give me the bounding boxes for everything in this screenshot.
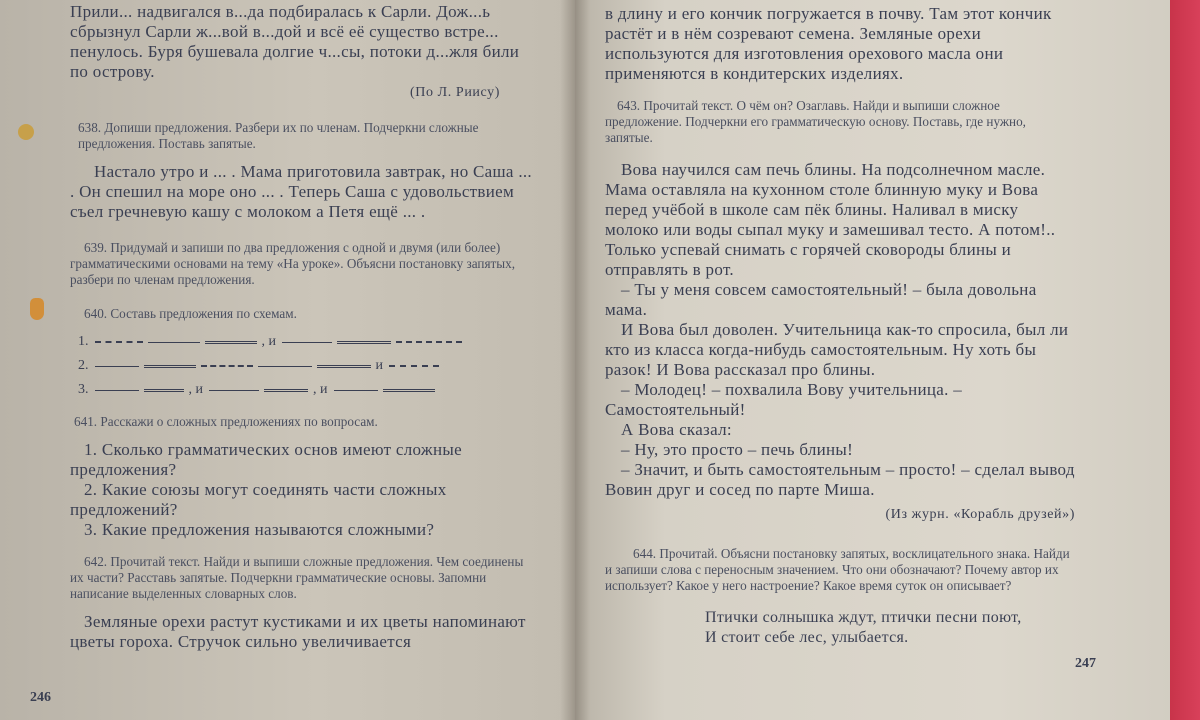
scheme-label: 3.	[78, 382, 89, 397]
ex640-title: 640. Составь предложения по схемам.	[84, 306, 297, 321]
scheme-conjunction: , и	[188, 382, 203, 397]
page-number-right: 247	[1075, 656, 1096, 671]
text-paragraph: – Значит, и быть самостоятельным – просто! – сделал вывод Вовин друг и сосед по парте Миша.	[605, 460, 1075, 499]
scheme-2	[78, 354, 540, 378]
question-item: 3. Какие предложения называются сложными?	[84, 520, 435, 539]
scheme-conjunction: , и	[261, 334, 276, 349]
scheme-label: 1.	[78, 334, 89, 349]
exercise-640	[70, 306, 540, 402]
scheme-conjunction: , и	[313, 382, 328, 397]
book-cover-edge	[1170, 0, 1200, 720]
ex638-text: Настало утро и ... . Мама приготовила завтрак, но Саша ... . Он спешил на море оно ... . Теперь Саша с удовольствием съел гречневую кашу с молоком а Петя ещё ... .	[70, 162, 532, 221]
right-page	[575, 0, 1175, 720]
text-paragraph: – Молодец! – похвалила Вову учительница. – Самостоятельный!	[605, 380, 963, 419]
text-paragraph: А Вова сказал:	[621, 420, 732, 439]
scheme-1	[78, 330, 540, 354]
scheme-conjunction: и	[375, 358, 383, 373]
question-item: 2. Какие союзы могут соединять части сложных предложений?	[70, 480, 447, 519]
question-item: 1. Сколько грамматических основ имеют сложные предложения?	[70, 440, 462, 479]
ex643-attribution: (Из журн. «Корабль друзей»)	[885, 507, 1075, 522]
scheme-3	[78, 378, 540, 402]
ex639-title: 639. Придумай и запиши по два предложения с одной и двумя (или более) грамматическими основами на тему «На уроке». Объясни постановку запятых, разбери по членам предложения.	[70, 240, 516, 287]
right-top-paragraph: в длину и его кончик погружается в почву. Там этот кончик растёт и в нём созревают семена. Земляные орехи используются для изготовления орехового масла они применяются в кондитерских изделиях.	[605, 4, 1052, 83]
schemes	[70, 330, 540, 402]
ex641-questions	[70, 440, 540, 540]
book-gutter	[560, 0, 590, 720]
left-top-attribution: (По Л. Риису)	[409, 85, 500, 100]
ex638-title: 638. Допиши предложения. Разбери их по членам. Подчеркни сложные предложения. Поставь запятые.	[78, 120, 479, 151]
ex642-text: Земляные орехи растут кустиками и их цветы напоминают цветы гороха. Стручок сильно увеличивается	[70, 612, 526, 651]
ex642-title: 642. Прочитай текст. Найди и выпиши сложные предложения. Чем соединены их части? Расставь запятые. Подчеркни грамматические основы. Запомни написание выделенных словарных слов.	[70, 554, 524, 601]
verse-line: Птички солнышка ждут, птички песни поют,	[705, 609, 1022, 626]
ex643-text	[605, 160, 1075, 500]
figure-icon	[30, 298, 44, 320]
left-page	[0, 0, 575, 720]
text-paragraph: Вова научился сам печь блины. На подсолнечном масле. Мама оставляла на кухонном столе блинную муку и Вова перед учёбой в школе сам пёк блины. Наливал в миску молоко или воды сыпал муку и замешивал тесто. А потом!.. Только успевай снимать с горячей сковороды блины и отправлять в рот.	[605, 160, 1056, 279]
text-paragraph: – Ну, это просто – печь блины!	[621, 440, 854, 459]
text-paragraph: – Ты у меня совсем самостоятельный! – была довольна мама.	[605, 280, 1037, 319]
ex644-verse	[605, 608, 1075, 648]
exercise-638	[70, 120, 540, 222]
scheme-label: 2.	[78, 358, 89, 373]
ex644-title: 644. Прочитай. Объясни постановку запятых, восклицательного знака. Найди и запиши слова с переносным значением. Что они обозначают? Почему автор их использует? Какое у него настроение? Какое время суток он описывает?	[605, 546, 1070, 593]
bug-icon	[18, 124, 34, 140]
ex643-title: 643. Прочитай текст. О чём он? Озаглавь. Найди и выпиши сложное предложение. Подчеркни его грамматическую основу. Поставь, где нужно, запятые.	[605, 98, 1026, 145]
page-number-left: 246	[30, 690, 51, 705]
left-top-paragraph: Прили... надвигался в...да подбиралась к Сарли. Дож...ь сбрызнул Сарли ж...вой в...дой и всё её существо встре... пенулось. Буря бушевала долгие ч...сы, потоки д...жля били по острову.	[70, 2, 520, 81]
ex641-title: 641. Расскажи о сложных предложениях по вопросам.	[74, 414, 378, 429]
text-paragraph: И Вова был доволен. Учительница как-то спросила, был ли кто из класса когда-нибудь самостоятельным. Ну хоть бы разок! И Вова рассказал про блины.	[605, 320, 1069, 379]
verse-line: И стоит себе лес, улыбается.	[705, 629, 909, 646]
